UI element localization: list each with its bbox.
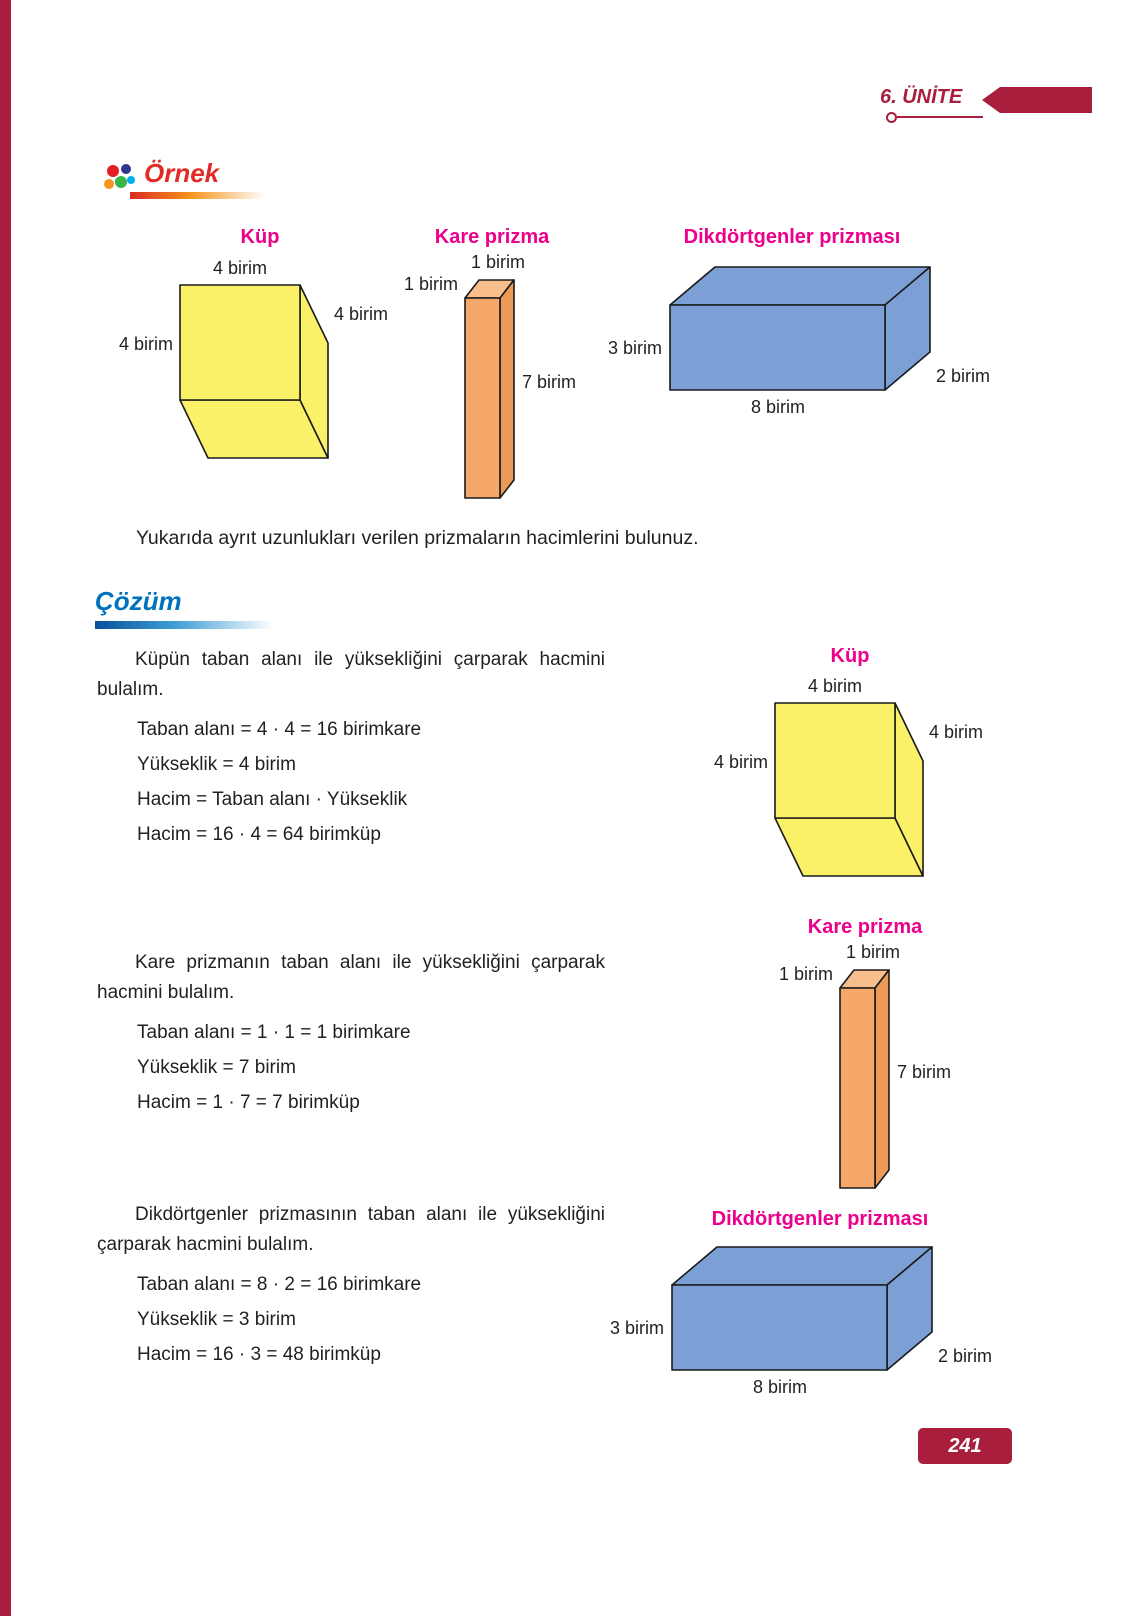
solution-figure-title-cube: Küp bbox=[830, 645, 870, 667]
solution-figure-title-square-prism: Kare prizma bbox=[807, 916, 923, 938]
unit-underline bbox=[897, 116, 983, 118]
edge-label-right: 7 birim bbox=[897, 1062, 952, 1082]
solution-cube-diagram bbox=[700, 668, 1010, 893]
edge-label-right: 2 birim bbox=[936, 366, 990, 386]
unit-label: 6. ÜNİTE bbox=[880, 86, 963, 108]
rect-prism-front-face bbox=[670, 305, 885, 390]
figure-title-cube: Küp bbox=[240, 226, 280, 248]
question-text: Yukarıda ayrıt uzunlukları verilen prizmaların hacimlerini bulunuz. bbox=[136, 527, 699, 549]
solution-cube-text bbox=[97, 645, 605, 852]
edge-label-top: 1 birim bbox=[845, 942, 901, 962]
edge-label-bottom: 8 birim bbox=[752, 1377, 808, 1397]
cozum-heading: Çözüm bbox=[95, 586, 182, 616]
square-prism-right-face bbox=[875, 970, 889, 1188]
solution-cube-line: Hacim = 16 · 4 = 64 birimküp bbox=[137, 824, 381, 845]
edge-label-left: 1 birim bbox=[403, 274, 458, 294]
rect-prism-front-face bbox=[672, 1285, 887, 1370]
square-prism-right-face bbox=[500, 280, 514, 498]
figure-title-square-prism: Kare prizma bbox=[434, 226, 550, 248]
page-number-badge: 241 bbox=[918, 1428, 1012, 1464]
square-prism-front-face bbox=[465, 298, 500, 498]
solution-square-prism-line: Taban alanı = 1 · 1 = 1 birimkare bbox=[137, 1022, 411, 1043]
solution-rect-prism-intro: Dikdörtgenler prizmasının taban alanı ile yüksekliğini çarparak hacmini bulalım. bbox=[97, 1204, 605, 1255]
edge-label-left: 3 birim bbox=[607, 338, 662, 358]
unit-ribbon-icon bbox=[982, 87, 1092, 113]
solution-square-prism-line: Yükseklik = 7 birim bbox=[137, 1057, 296, 1078]
solution-rect-prism-line: Taban alanı = 8 · 2 = 16 birimkare bbox=[137, 1274, 422, 1295]
solution-cube-line: Hacim = Taban alanı · Yükseklik bbox=[137, 789, 408, 810]
ornek-underline bbox=[130, 192, 265, 199]
edge-label-bottom: 8 birim bbox=[750, 397, 806, 417]
edge-label-top: 1 birim bbox=[470, 252, 526, 272]
solution-rect-prism-line: Yükseklik = 3 birim bbox=[137, 1309, 296, 1330]
square-prism-diagram bbox=[370, 250, 600, 500]
cozum-header bbox=[95, 586, 315, 629]
edge-label-right: 4 birim bbox=[334, 304, 389, 324]
cube-front-face bbox=[775, 703, 895, 818]
rect-prism-diagram bbox=[600, 250, 990, 425]
edge-label-right: 7 birim bbox=[522, 372, 577, 392]
edge-label-left: 3 birim bbox=[609, 1318, 664, 1338]
solution-square-prism-diagram bbox=[745, 940, 975, 1190]
edge-label-left: 1 birim bbox=[778, 964, 833, 984]
ornek-heading: Örnek bbox=[144, 158, 220, 188]
solution-rect-prism-diagram bbox=[602, 1230, 992, 1405]
left-accent-strip bbox=[0, 0, 11, 1616]
solution-square-prism-line: Hacim = 1 · 7 = 7 birimküp bbox=[137, 1092, 360, 1113]
unit-ring-icon bbox=[886, 112, 897, 123]
cube-diagram bbox=[105, 250, 415, 475]
edge-label-top: 4 birim bbox=[807, 676, 863, 696]
square-prism-front-face bbox=[840, 988, 875, 1188]
edge-label-left: 4 birim bbox=[713, 752, 768, 772]
solution-cube-intro: Küpün taban alanı ile yüksekliğini çarparak hacmini bulalım. bbox=[97, 649, 605, 700]
cube-front-face bbox=[180, 285, 300, 400]
solution-square-prism-text bbox=[97, 948, 605, 1120]
edge-label-right: 2 birim bbox=[938, 1346, 992, 1366]
edge-label-top: 4 birim bbox=[212, 258, 268, 278]
edge-label-left: 4 birim bbox=[118, 334, 173, 354]
solution-square-prism-intro: Kare prizmanın taban alanı ile yüksekliğini çarparak hacmini bulalım. bbox=[97, 952, 605, 1003]
solution-figure-title-rect-prism: Dikdörtgenler prizması bbox=[711, 1208, 929, 1230]
cozum-underline bbox=[95, 621, 273, 629]
solution-rect-prism-text bbox=[97, 1200, 605, 1372]
solution-cube-line: Taban alanı = 4 · 4 = 16 birimkare bbox=[137, 719, 422, 740]
solution-rect-prism-line: Hacim = 16 · 3 = 48 birimküp bbox=[137, 1344, 381, 1365]
edge-label-right: 4 birim bbox=[929, 722, 984, 742]
figure-title-rect-prism: Dikdörtgenler prizması bbox=[683, 226, 901, 248]
solution-cube-line: Yükseklik = 4 birim bbox=[137, 754, 296, 775]
